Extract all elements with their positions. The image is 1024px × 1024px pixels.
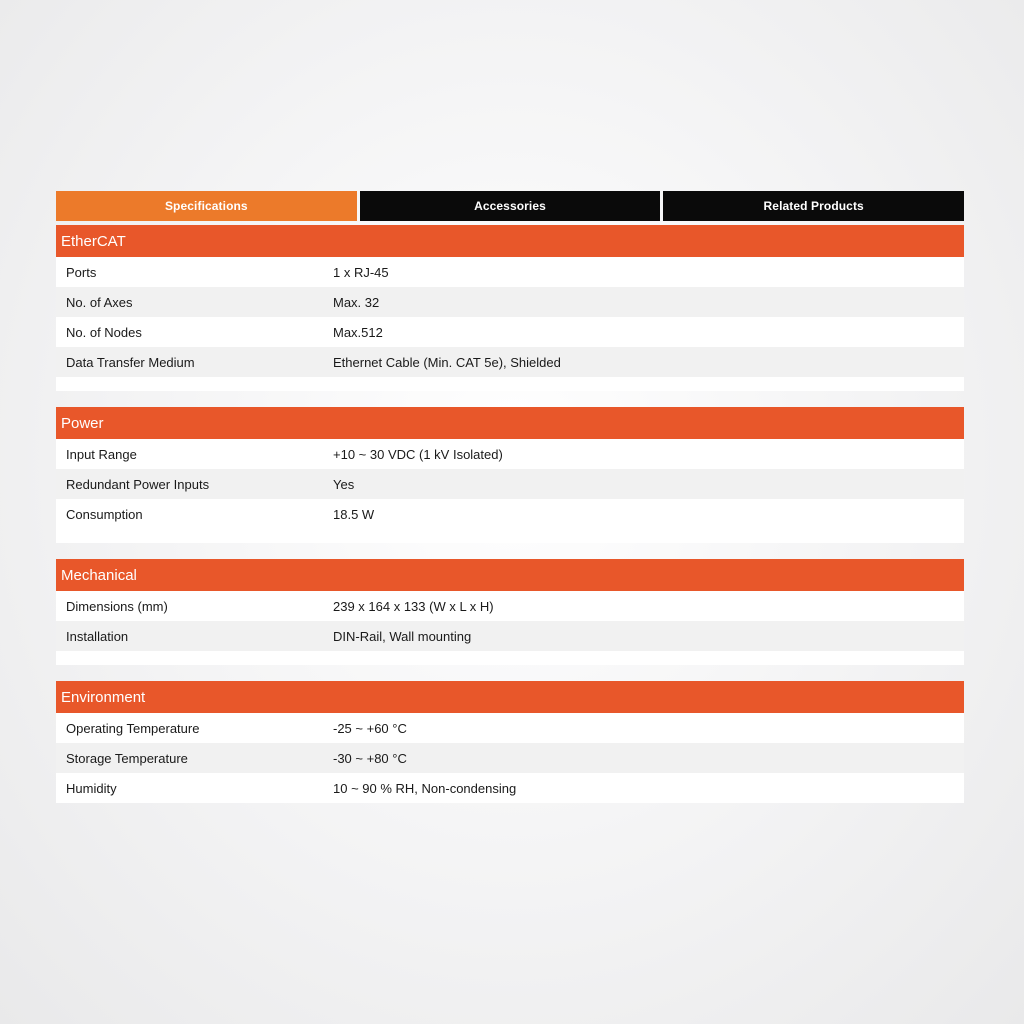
spec-row <box>56 499 964 529</box>
spec-value: 10 ~ 90 % RH, Non-condensing <box>333 780 517 796</box>
spec-row <box>56 287 964 317</box>
spec-label: Input Range <box>66 446 137 462</box>
spec-row <box>56 439 964 469</box>
section-spacer <box>56 377 964 391</box>
spec-value: +10 ~ 30 VDC (1 kV Isolated) <box>333 446 503 462</box>
tab-specifications[interactable]: Specifications <box>56 191 357 221</box>
spec-value: -25 ~ +60 °C <box>333 720 407 736</box>
spec-row <box>56 257 964 287</box>
section-environment <box>56 681 964 803</box>
section-power <box>56 407 964 543</box>
spec-value: DIN-Rail, Wall mounting <box>333 628 472 644</box>
section-title: Environment <box>56 681 964 713</box>
section-spacer <box>56 529 964 543</box>
spec-row <box>56 773 964 803</box>
spec-value: Max. 32 <box>333 294 380 310</box>
spec-label: Operating Temperature <box>66 720 200 736</box>
spec-value: Ethernet Cable (Min. CAT 5e), Shielded <box>333 354 561 370</box>
spec-row <box>56 591 964 621</box>
spec-label: No. of Axes <box>66 294 133 310</box>
spec-row <box>56 347 964 377</box>
section-title: Mechanical <box>56 559 964 591</box>
spec-label: Humidity <box>66 780 117 796</box>
spec-label: Consumption <box>66 506 143 522</box>
spec-value: Yes <box>333 476 355 492</box>
spec-row <box>56 469 964 499</box>
spec-sections <box>56 225 964 803</box>
spec-value: 1 x RJ-45 <box>333 264 389 280</box>
spec-row <box>56 317 964 347</box>
spec-label: No. of Nodes <box>66 324 142 340</box>
spec-row <box>56 743 964 773</box>
spec-value: Max.512 <box>333 324 383 340</box>
section-mechanical <box>56 559 964 665</box>
section-ethercat <box>56 225 964 391</box>
tab-bar <box>56 191 964 221</box>
spec-label: Storage Temperature <box>66 750 188 766</box>
section-title: EtherCAT <box>56 225 964 257</box>
section-spacer <box>56 651 964 665</box>
spec-value: -30 ~ +80 °C <box>333 750 407 766</box>
product-tabs-panel <box>56 191 964 803</box>
tab-related-products[interactable]: Related Products <box>663 191 964 221</box>
spec-label: Installation <box>66 628 129 644</box>
spec-label: Dimensions (mm) <box>66 598 168 614</box>
spec-row <box>56 621 964 651</box>
spec-label: Data Transfer Medium <box>66 354 195 370</box>
section-title: Power <box>56 407 964 439</box>
spec-label: Ports <box>66 264 97 280</box>
tab-accessories[interactable]: Accessories <box>360 191 661 221</box>
spec-value: 239 x 164 x 133 (W x L x H) <box>333 598 494 614</box>
spec-row <box>56 713 964 743</box>
spec-value: 18.5 W <box>333 506 375 522</box>
spec-label: Redundant Power Inputs <box>66 476 210 492</box>
